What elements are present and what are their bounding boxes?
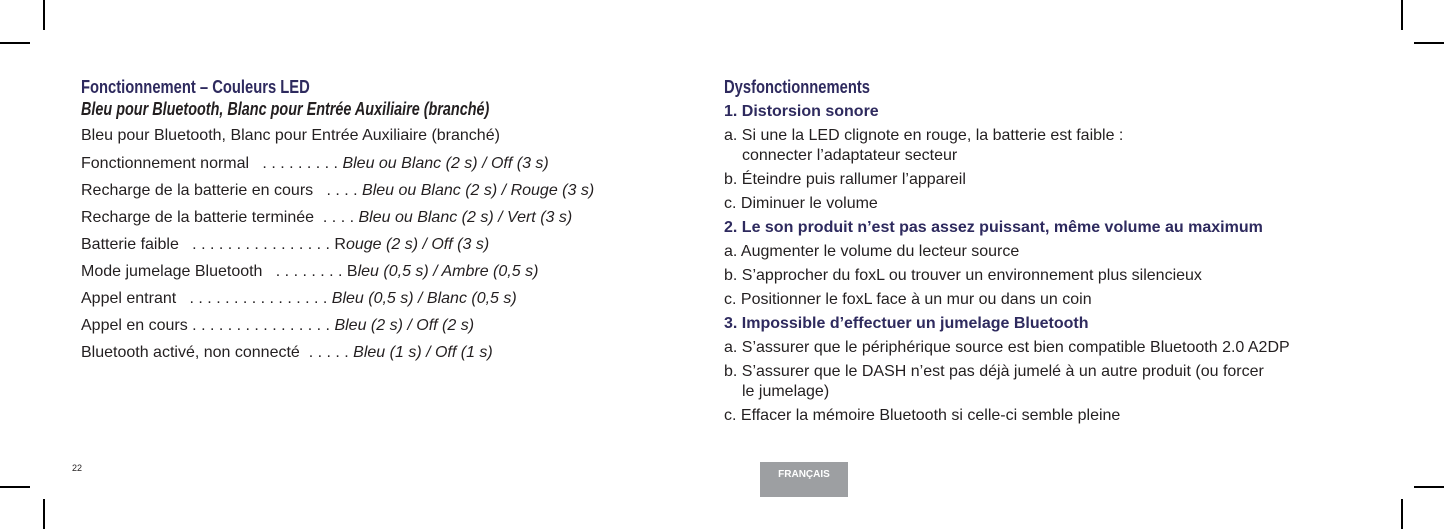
item-text: 2. Le son produit n’est pas assez puissant, même volume au maximum	[724, 219, 1263, 236]
crop-mark	[1414, 42, 1444, 44]
item-text: b. Éteindre puis rallumer l’appareil	[724, 171, 966, 188]
led-row-label: Recharge de la batterie en cours . . . .	[81, 182, 363, 199]
led-row-value: Bleu ou Blanc (2 s) / Vert (3 s)	[358, 209, 573, 226]
crop-mark	[43, 0, 45, 30]
troubleshooting-title: Dysfonctionnements	[724, 77, 870, 97]
led-row	[81, 181, 681, 208]
led-row-value: Bleu (1 s) / Off (1 s)	[353, 344, 493, 361]
item-continuation: le jumelage)	[742, 383, 830, 400]
item-text: c. Positionner le foxL face à un mur ou dans un coin	[724, 291, 1092, 308]
led-row	[81, 343, 681, 370]
led-row	[81, 316, 681, 343]
led-row-value: Bleu ou Blanc (2 s) / Off (3 s)	[342, 155, 549, 172]
led-row-label: Batterie faible . . . . . . . . . . . . . . . . R	[81, 236, 346, 253]
item-text: c. Diminuer le volume	[724, 195, 878, 212]
item-text: 3. Impossible d’effectuer un jumelage Bluetooth	[724, 315, 1089, 332]
solution-item	[724, 290, 1424, 310]
led-row-label: Appel en cours . . . . . . . . . . . . . . . .	[81, 317, 335, 334]
troubleshooting-list	[724, 102, 1424, 426]
led-row-label: Fonctionnement normal . . . . . . . . .	[81, 155, 343, 172]
led-row-value: Bleu (2 s) / Off (2 s)	[334, 317, 475, 334]
item-text: a. Augmenter le volume du lecteur source	[724, 243, 1020, 260]
solution-item	[724, 338, 1424, 358]
item-text: b. S’approcher du foxL ou trouver un environnement plus silencieux	[724, 267, 1202, 284]
led-row-value: Bleu (0,5 s) / Blanc (0,5 s)	[331, 290, 517, 307]
led-row-label: Mode jumelage Bluetooth . . . . . . . . B	[81, 263, 358, 280]
crop-mark	[0, 42, 30, 44]
led-intro: Bleu pour Bluetooth, Blanc pour Entrée Auxiliaire (branché)	[81, 127, 500, 144]
led-row-value: Bleu ou Blanc (2 s) / Rouge (3 s)	[362, 182, 595, 199]
language-tab: FRANÇAIS	[760, 462, 848, 497]
problem-heading	[724, 218, 1424, 238]
crop-mark	[1401, 499, 1403, 529]
troubleshooting-section	[724, 76, 1424, 430]
led-row-label: Bluetooth activé, non connecté . . . . .	[81, 344, 354, 361]
led-section-title: Fonctionnement – Couleurs LED	[81, 77, 310, 97]
item-text: b. S’assurer que le DASH n’est pas déjà jumelé à un autre produit (ou forcer	[724, 363, 1264, 380]
led-row-label: Recharge de la batterie terminée . . . .	[81, 209, 359, 226]
solution-item	[724, 242, 1424, 262]
led-row-label: Appel entrant . . . . . . . . . . . . . . . .	[81, 290, 332, 307]
led-row	[81, 208, 681, 235]
item-text: a. S’assurer que le périphérique source est bien compatible Bluetooth 2.0 A2DP	[724, 339, 1290, 356]
led-row	[81, 289, 681, 316]
led-row	[81, 235, 681, 262]
item-text: a. Si une la LED clignote en rouge, la batterie est faible :	[724, 127, 1124, 144]
solution-item	[724, 362, 1424, 402]
item-continuation: connecter l’adaptateur secteur	[742, 147, 958, 164]
solution-item	[724, 170, 1424, 190]
led-row	[81, 262, 681, 289]
item-text: 1. Distorsion sonore	[724, 103, 879, 120]
led-table	[81, 154, 681, 370]
crop-mark	[0, 486, 30, 488]
item-text: c. Effacer la mémoire Bluetooth si celle-ci semble pleine	[724, 407, 1121, 424]
problem-heading	[724, 102, 1424, 122]
crop-mark	[1414, 486, 1444, 488]
solution-item	[724, 126, 1424, 166]
led-row-value: leu (0,5 s) / Ambre (0,5 s)	[357, 263, 539, 280]
page-number: 22	[72, 463, 83, 473]
led-row-value: ouge (2 s) / Off (3 s)	[345, 236, 490, 253]
crop-mark	[1401, 0, 1403, 30]
led-row	[81, 154, 681, 181]
solution-item	[724, 406, 1424, 426]
solution-item	[724, 266, 1424, 286]
problem-heading	[724, 314, 1424, 334]
crop-mark	[43, 499, 45, 529]
solution-item	[724, 194, 1424, 214]
led-section	[81, 76, 681, 370]
led-section-subtitle: Bleu pour Bluetooth, Blanc pour Entrée Auxiliaire (branché)	[81, 99, 490, 119]
